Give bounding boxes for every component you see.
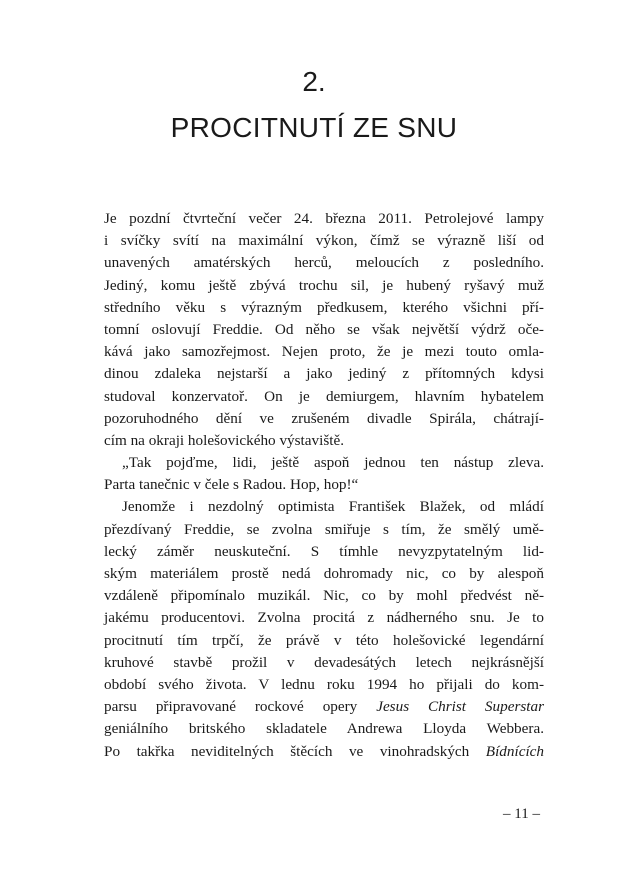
text-line: kává jako samozřejmost. Nejen proto, že je mezi touto omla- — [104, 343, 544, 361]
text-segment: Po takřka neviditelných štěcích ve vinohradských — [104, 742, 486, 760]
chapter-body — [104, 208, 544, 763]
text-line: ským materiálem prostě nedá dohromady nic, co by alespoň — [104, 565, 544, 582]
text-line: unavených amatérských herců, meloucích z posledního. — [104, 254, 544, 272]
italic-title: Jesus Christ Superstar — [376, 698, 544, 716]
text-line: studoval konzervatoř. On je demiurgem, hlavním hybatelem — [104, 387, 544, 405]
text-segment: parsu připravované rockové opery — [104, 698, 377, 716]
text-line: i svíčky svítí na maximální výkon, čímž se výrazně liší od — [104, 232, 544, 250]
text-line: období svého života. V lednu roku 1994 ho přijali do kom- — [104, 675, 544, 693]
italic-title: Bídnících — [485, 742, 544, 760]
text-line — [104, 741, 544, 763]
page-number: – 11 – — [503, 806, 540, 822]
text-line: lecký záměr neuskuteční. S tímhle nevyzpytatelným lid- — [104, 542, 544, 560]
chapter-number: 2. — [302, 66, 326, 97]
text-line: Jenomže i nezdolný optimista František Blažek, od mládí — [122, 498, 544, 516]
text-line: geniálního britského skladatele Andrewa Lloyda Webbera. — [104, 720, 544, 738]
text-line: procitnutí tím trpčí, že právě v této holešovické legendární — [104, 631, 544, 649]
text-line: jakému producentovi. Zvolna procitá z nádherného snu. Je to — [104, 609, 544, 627]
text-line: Jediný, komu ještě zbývá trochu sil, je hubený ryšavý muž — [104, 276, 544, 294]
text-line: středního věku s výrazným předkusem, kterého všichni pří- — [104, 298, 544, 316]
text-line: pozoruhodného dění ve zrušeném divadle Spirála, chátrají- — [104, 409, 544, 427]
text-line: dinou zdaleka nejstarší a jako jediný z přítomných kdysi — [104, 365, 544, 383]
text-line: Parta tanečnic v čele s Radou. Hop, hop!“ — [104, 476, 359, 494]
text-line — [104, 696, 544, 718]
text-line: „Tak pojďme, lidi, ještě aspoň jednou ten nástup zleva. — [122, 454, 544, 472]
text-line: přezdívaný Freddie, se zvolna smiřuje s tím, že smělý umě- — [104, 520, 544, 538]
text-line: Je pozdní čtvrteční večer 24. března 2011. Petrolejové lampy — [104, 210, 544, 227]
text-line: tomní oslovují Freddie. Od něho se však největší výdrž oče- — [104, 320, 544, 338]
text-line: kruhové stavbě prožil v devadesátých letech nejkrásnější — [104, 653, 544, 671]
chapter-title: PROCITNUTÍ ZE SNU — [170, 112, 458, 143]
text-line: vzdáleně připomínalo muzikál. Nic, co by mohl předvést ně- — [104, 587, 544, 605]
text-line: cím na okraji holešovického výstaviště. — [104, 431, 344, 449]
